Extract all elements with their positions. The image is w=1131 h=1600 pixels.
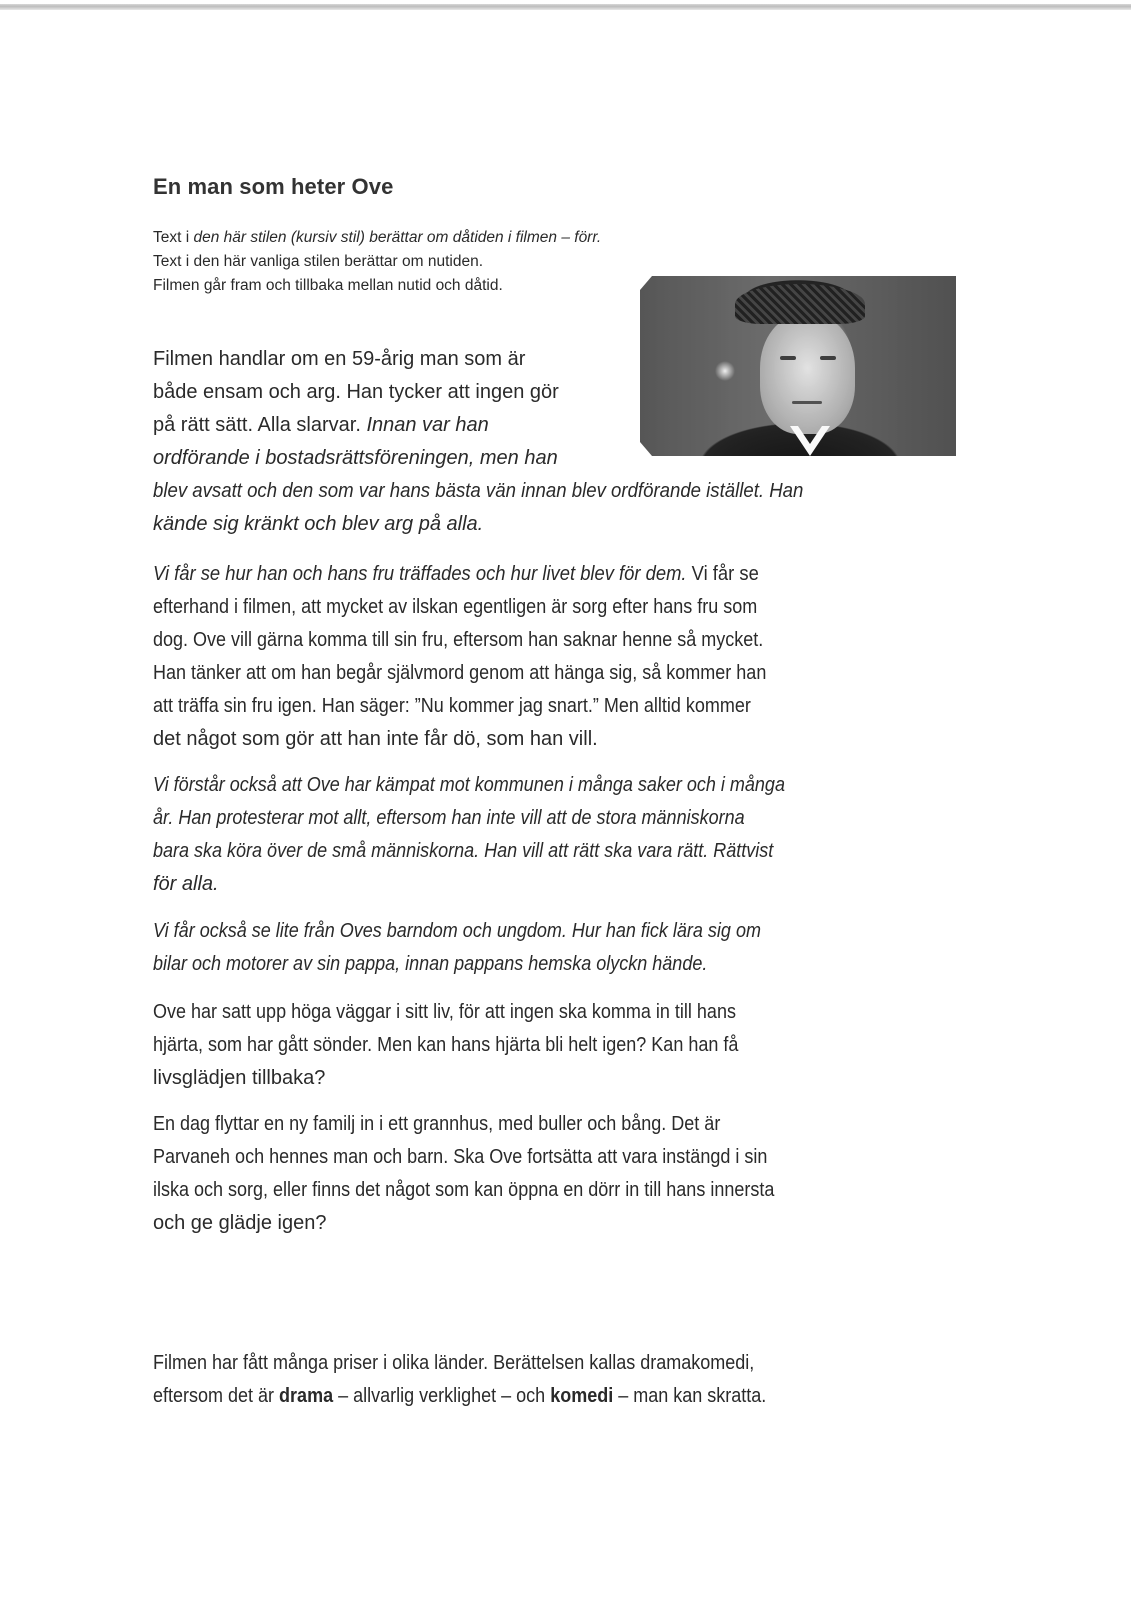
paragraph-2	[153, 558, 963, 756]
text-line: på rätt sätt. Alla slarvar. Innan var han	[153, 414, 489, 436]
text-line: ilska och sorg, eller finns det något som kan öppna en dörr in till hans innersta	[153, 1179, 775, 1201]
text-line: livsglädjen tillbaka?	[153, 1067, 326, 1089]
text-line: eftersom det är drama – allvarlig verklighet – och komedi – man kan skratta.	[153, 1385, 767, 1407]
style-legend	[153, 226, 601, 298]
text-line: Filmen handlar om en 59-årig man som är	[153, 348, 526, 370]
closing-paragraph	[153, 1347, 963, 1413]
legend-plain-text: Filmen går fram och tillbaka mellan nutid och dåtid.	[153, 277, 503, 294]
text-line: att träffa sin fru igen. Han säger: ”Nu kommer jag snart.” Men alltid kommer	[153, 695, 751, 717]
text-line: både ensam och arg. Han tycker att ingen gör	[153, 381, 559, 403]
text-line: En dag flyttar en ny familj in i ett grannhus, med buller och bång. Det är	[153, 1113, 721, 1135]
text-line: ordförande i bostadsrättsföreningen, men han	[153, 447, 558, 469]
legend-line	[153, 250, 601, 274]
text-line: det något som gör att han inte får dö, som han vill.	[153, 728, 598, 750]
text-line: och ge glädje igen?	[153, 1212, 327, 1234]
legend-line	[153, 274, 601, 298]
bold-term-komedi: komedi	[550, 1385, 614, 1407]
text-line: Han tänker att om han begår självmord genom att hänga sig, så kommer han	[153, 662, 767, 684]
text-line: Vi förstår också att Ove har kämpat mot kommunen i många saker och i många	[153, 774, 785, 796]
bold-term-drama: drama	[279, 1385, 334, 1407]
text-line: Vi får se hur han och hans fru träffades och hur livet blev för dem. Vi får se	[153, 563, 759, 585]
document-title: En man som heter Ove	[153, 174, 394, 199]
paragraph-5	[153, 996, 963, 1095]
text-line: Filmen har fått många priser i olika länder. Berättelsen kallas dramakomedi,	[153, 1352, 755, 1374]
legend-line	[153, 226, 601, 250]
text-line: hjärta, som har gått sönder. Men kan hans hjärta bli helt igen? Kan han få	[153, 1034, 739, 1056]
legend-plain-text: Text i	[153, 229, 194, 246]
legend-italic-text: den här stilen (kursiv stil) berättar om dåtiden i filmen – förr.	[193, 229, 602, 246]
text-line: blev avsatt och den som var hans bästa vän innan blev ordförande istället. Han	[153, 480, 804, 502]
text-line: Parvaneh och hennes man och barn. Ska Ove fortsätta att vara instängd i sin	[153, 1146, 768, 1168]
photo-cap	[735, 284, 865, 324]
paragraph-4	[153, 915, 963, 981]
paragraph-3	[153, 769, 963, 901]
text-line: dog. Ove vill gärna komma till sin fru, eftersom han saknar henne så mycket.	[153, 629, 764, 651]
paragraph-1	[153, 343, 963, 541]
legend-plain-text: Text i den här vanliga stilen berättar om nutiden.	[153, 253, 483, 270]
text-line: Ove har satt upp höga väggar i sitt liv, för att ingen ska komma in till hans	[153, 1001, 736, 1023]
text-line: Vi får också se lite från Oves barndom och ungdom. Hur han fick lära sig om	[153, 920, 761, 942]
scan-edge	[0, 4, 1131, 10]
text-line: för alla.	[153, 873, 219, 895]
text-line: bara ska köra över de små människorna. Han vill att rätt ska vara rätt. Rättvist	[153, 840, 774, 862]
text-line: år. Han protesterar mot allt, eftersom han inte vill att de stora människorna	[153, 807, 745, 829]
text-line: kände sig kränkt och blev arg på alla.	[153, 513, 484, 535]
text-line: efterhand i filmen, att mycket av ilskan egentligen är sorg efter hans fru som	[153, 596, 758, 618]
text-line: bilar och motorer av sin pappa, innan pappans hemska olyckn hände.	[153, 953, 708, 975]
paragraph-6	[153, 1108, 963, 1240]
